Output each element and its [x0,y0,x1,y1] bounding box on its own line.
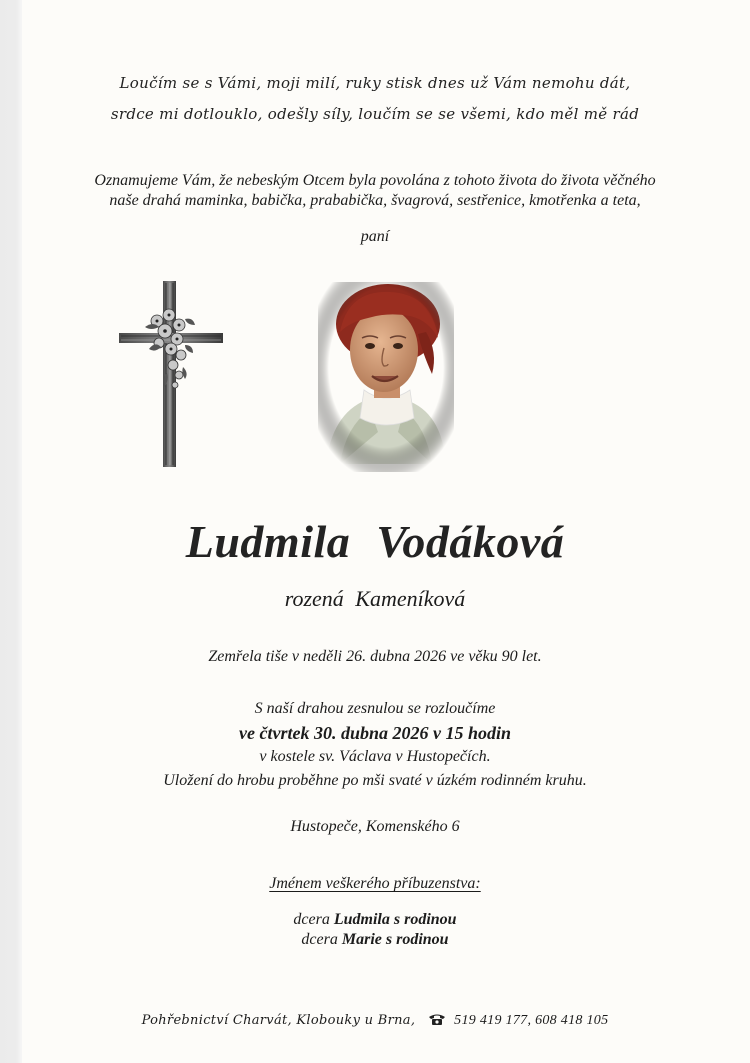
portrait-photo [318,282,454,472]
funeral-home-name: Pohřebnictví Charvát, Klobouky u Brna, [141,1013,416,1028]
family-heading [0,875,750,893]
relatives-list [0,910,750,950]
ceremony-info [0,697,750,793]
announcement [0,171,750,211]
mourning-address: Hustopeče, Komenského 6 [290,818,460,835]
relative-item: dcera Ludmila s rodinou [293,911,457,928]
relative-item: dcera Marie s rodinou [301,931,449,948]
phone-numbers: 519 419 177, 608 418 105 [454,1013,609,1028]
ceremony-intro: S naší drahou zesnulou se rozloučíme [254,700,496,717]
maiden-name: rozená Kameníková [284,586,466,611]
burial-note: Uložení do hrobu proběhne po mši svaté v úzkém rodinném kruhu. [163,772,587,789]
death-notice: Zemřela tiše v neděli 26. dubna 2026 ve věku 90 let. [208,648,542,665]
deceased-name: Ludmila Vodáková [185,516,565,567]
poem-line-1: Loučím se s Vámi, moji milí, ruky stisk dnes už Vám nemohu dát, [119,74,631,92]
family-heading-text: Jménem veškerého příbuzenstva: [269,875,481,892]
poem-line-2: srdce mi dotlouklo, odešly síly, loučím se se všemi, kdo měl mě rád [110,105,640,123]
announcement-line-2: naše drahá maminka, babička, prababička, švagrová, sestřenice, kmotřenka a teta, [109,192,641,209]
announcement-line-1: Oznamujeme Vám, že nebeským Otcem byla povolána z tohoto života do života věčného [94,172,656,189]
relative-name: Marie s rodinou [341,931,449,948]
phone-icon [428,1013,446,1025]
farewell-poem [0,68,750,130]
relative-name: Ludmila s rodinou [333,911,457,928]
ceremony-date-time: ve čtvrtek 30. dubna 2026 v 15 hodin [239,723,511,743]
title-pani: paní [360,228,390,245]
ceremony-place: v kostele sv. Václava v Hustopečích. [259,748,491,765]
cross-with-flowers-icon [115,279,227,469]
funeral-home-footer [0,1013,750,1029]
